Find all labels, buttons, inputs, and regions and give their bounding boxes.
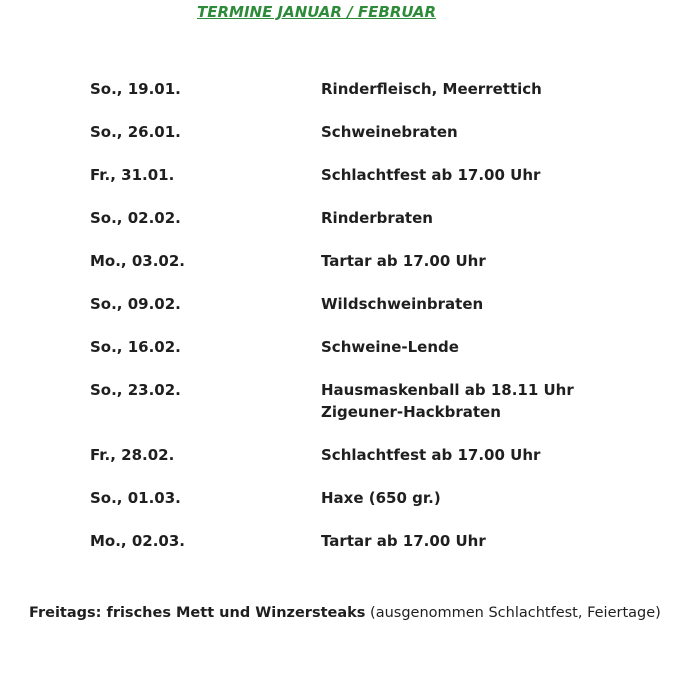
schedule-date: Fr., 28.02. [90,446,175,464]
schedule-event-line: Haxe (650 gr.) [321,489,441,507]
footer-note-text: (ausgenommen Schlachtfest, Feiertage) [370,605,661,621]
schedule-row [90,78,650,100]
schedule-event-line: Hausmaskenball ab 18.11 Uhr [321,381,574,399]
schedule-row [90,164,650,186]
schedule-date: So., 23.02. [90,381,181,399]
schedule-row [90,293,650,315]
schedule-row [90,379,650,423]
schedule-date: So., 19.01. [90,80,181,98]
footer-bold-text: Freitags: frisches Mett und Winzersteaks [29,605,366,621]
schedule-event [321,336,459,358]
schedule-event-line: Rinderfleisch, Meerrettich [321,80,542,98]
schedule-event [321,379,574,423]
schedule-date: So., 01.03. [90,489,181,507]
schedule-event-line: Zigeuner-Hackbraten [321,403,501,421]
schedule-row [90,207,650,229]
schedule-list [90,78,650,573]
schedule-event [321,487,441,509]
schedule-date: So., 09.02. [90,295,181,313]
schedule-event-line: Tartar ab 17.00 Uhr [321,252,486,270]
schedule-row [90,444,650,466]
schedule-row [90,336,650,358]
schedule-date: So., 02.02. [90,209,181,227]
schedule-event-line: Schweinebraten [321,123,458,141]
page-title: TERMINE JANUAR / FEBRUAR [197,3,437,21]
schedule-date: So., 16.02. [90,338,181,356]
schedule-row [90,250,650,272]
schedule-event [321,164,540,186]
schedule-row [90,530,650,552]
schedule-event [321,121,458,143]
schedule-event [321,444,540,466]
schedule-date: Mo., 03.02. [90,252,185,270]
schedule-event-line: Schlachtfest ab 17.00 Uhr [321,166,541,184]
schedule-event [321,530,486,552]
schedule-event [321,250,486,272]
schedule-event-line: Wildschweinbraten [321,295,484,313]
schedule-event [321,78,542,100]
schedule-event [321,207,433,229]
schedule-row [90,121,650,143]
schedule-event-line: Schlachtfest ab 17.00 Uhr [321,446,541,464]
schedule-event [321,293,483,315]
schedule-event-line: Tartar ab 17.00 Uhr [321,532,486,550]
schedule-date: Fr., 31.01. [90,166,175,184]
footer-note [29,605,661,621]
schedule-event-line: Schweine-Lende [321,338,459,356]
schedule-row [90,487,650,509]
schedule-date: So., 26.01. [90,123,181,141]
schedule-date: Mo., 02.03. [90,532,185,550]
schedule-event-line: Rinderbraten [321,209,433,227]
